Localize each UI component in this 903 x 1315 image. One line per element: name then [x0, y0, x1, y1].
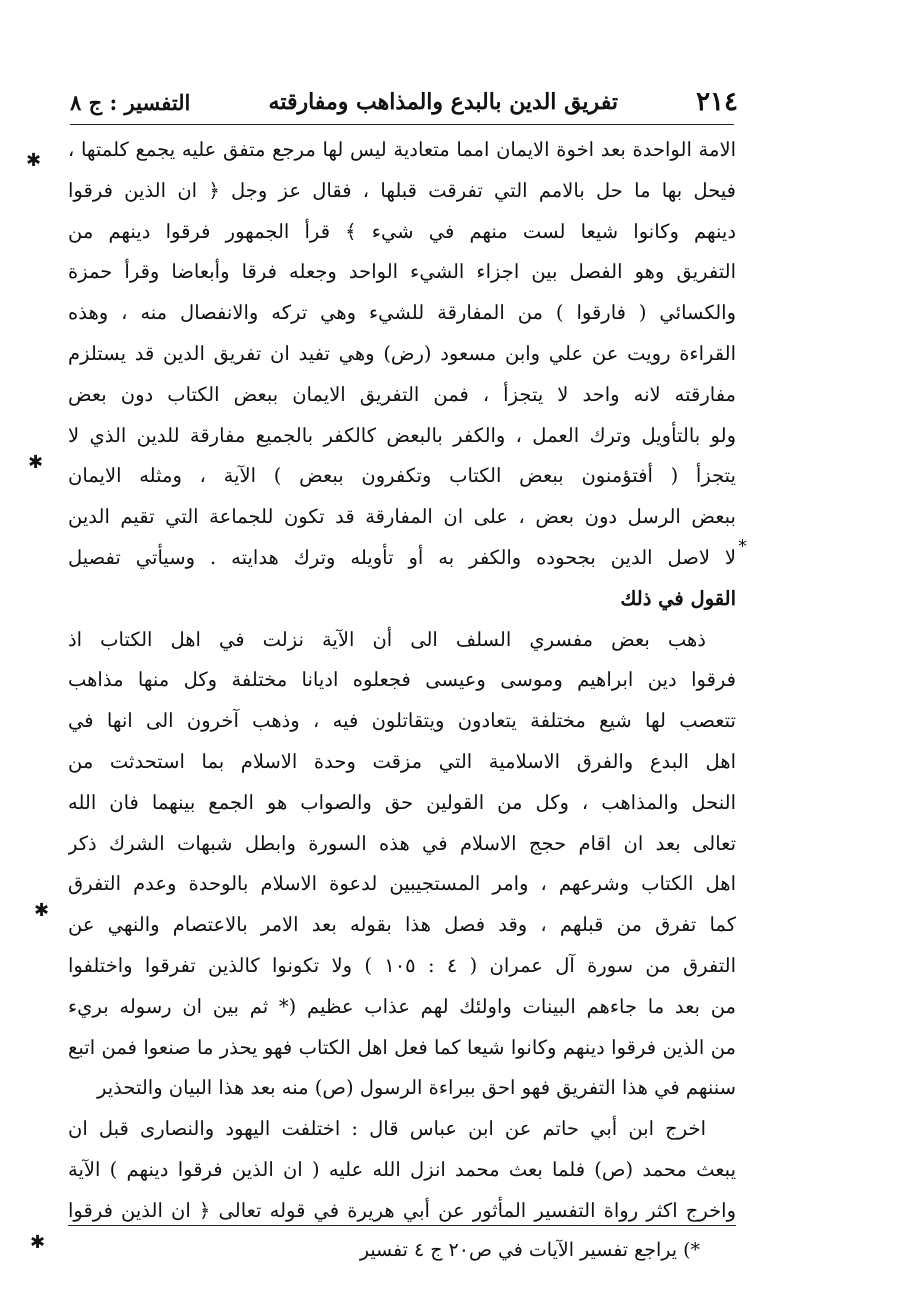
footnote-rule	[68, 1225, 736, 1226]
text-line: اخرج ابن أبي حاتم عن ابن عباس قال : اختلفت اليهود والنصارى قبل ان	[68, 1117, 706, 1141]
body-text	[68, 130, 736, 1232]
text-line: يتجزأ ( أفتؤمنون ببعض الكتاب وتكفرون ببعض ) الآية ، ومثله الايمان	[68, 464, 736, 488]
text-line: واخرج اكثر رواة التفسير المأثور عن أبي هريرة في قوله تعالى ﴿ ان الذين فرقوا	[68, 1198, 736, 1222]
text-line: فرقوا دين ابراهيم وموسى وعيسى فجعلوه اديانا مختلفة وكل منها مذاهب	[68, 668, 736, 692]
asterisk-mark-icon: *	[738, 536, 747, 557]
section-reference: التفسير : ج ٨	[70, 89, 191, 115]
asterisk-mark-icon: ✱	[30, 1232, 46, 1253]
text-line: سننهم في هذا التفريق فهو احق ببراءة الرسول (ص) منه بعد هذا البيان والتحذير	[96, 1076, 736, 1100]
text-line: من بعد ما جاءهم البينات واولئك لهم عذاب عظيم (* ثم بين ان رسوله بريء	[68, 994, 736, 1018]
text-line: والكسائي ( فارقوا ) من المفارقة للشيء وهي تركه والانفصال منه ، وهذه	[68, 301, 736, 325]
running-title: تفريق الدين بالبدع والمذاهب ومفارقته	[268, 89, 618, 115]
header-rule	[70, 124, 734, 125]
text-line: كما تفرق من قبلهم ، وقد فصل هذا بقوله بعد الامر بالاعتصام والنهي عن	[68, 913, 736, 937]
page-header	[70, 84, 738, 120]
footnote: *) يراجع تفسير الآيات في ص٢٠ ج ٤ تفسير	[359, 1239, 700, 1261]
text-line: اهل البدع والفرق الاسلامية التي مزقت وحدة الاسلام بما استحدثت من	[68, 749, 736, 773]
text-line: ذهب بعض مفسري السلف الى أن الآية نزلت في اهل الكتاب اذ	[68, 627, 706, 651]
page-number: ٢١٤	[696, 87, 738, 117]
text-line: مفارقته لانه واحد لا يتجزأ ، فمن التفريق الايمان ببعض الكتاب دون بعض	[68, 382, 736, 406]
text-line: تتعصب لها شيع مختلفة يتعادون ويتقاتلون فيه ، وذهب آخرون الى انها في	[68, 709, 736, 733]
text-line: ببعض الرسل دون بعض ، على ان المفارقة قد تكون للجماعة التي تقيم الدين	[68, 505, 736, 529]
text-line: لا لاصل الدين بجحوده والكفر به أو تأويله وترك هدايته . وسيأتي تفصيل	[68, 545, 736, 569]
text-line: التفرق من سورة آل عمران ( ٤ : ١٠٥ ) ولا تكونوا كالذين تفرقوا واختلفوا	[68, 953, 736, 977]
text-line: التفريق وهو الفصل بين اجزاء الشيء الواحد وجعله فرقا وأبعاضا وقرأ حمزة	[68, 260, 736, 284]
asterisk-mark-icon: ✱	[34, 900, 50, 921]
text-line: تعالى بعد ان اقام حجج الاسلام في هذه السورة وابطل شبهات الشرك ذكر	[68, 831, 736, 855]
text-line: فيحل بها ما حل بالامم التي تفرقت قبلها ، فقال عز وجل ﴿ ان الذين فرقوا	[68, 178, 736, 202]
text-line: دينهم وكانوا شيعا لست منهم في شيء ﴾ قرأ الجمهور فرقوا دينهم من	[68, 219, 736, 243]
asterisk-mark-icon: ✱	[28, 452, 44, 473]
text-line: النحل والمذاهب ، وكل من القولين حق والصواب هو الجمع بينهما فان الله	[68, 790, 736, 814]
asterisk-mark-icon: ✱	[26, 150, 42, 171]
text-line: القول في ذلك	[620, 586, 736, 610]
text-line: يبعث محمد (ص) فلما بعث محمد انزل الله عليه ( ان الذين فرقوا دينهم ) الآية	[68, 1157, 736, 1181]
text-line: من الذين فرقوا دينهم وكانوا شيعا كما فعل اهل الكتاب فهو يحذر ما صنعوا فمن اتبع	[68, 1035, 736, 1059]
text-line: اهل الكتاب وشرعهم ، وامر المستجيبين لدعوة الاسلام بالوحدة وعدم التفرق	[68, 872, 736, 896]
text-line: القراءة رويت عن علي وابن مسعود (رض) وهي تفيد ان تفريق الدين قد يستلزم	[68, 341, 736, 365]
text-line: الامة الواحدة بعد اخوة الايمان امما متعادية ليس لها مرجع متفق عليه يجمع كلمتها ،	[68, 138, 736, 161]
text-line: ولو بالتأويل وترك العمل ، والكفر بالبعض كالكفر بالجميع مفارقة للدين الذي لا	[68, 423, 736, 447]
